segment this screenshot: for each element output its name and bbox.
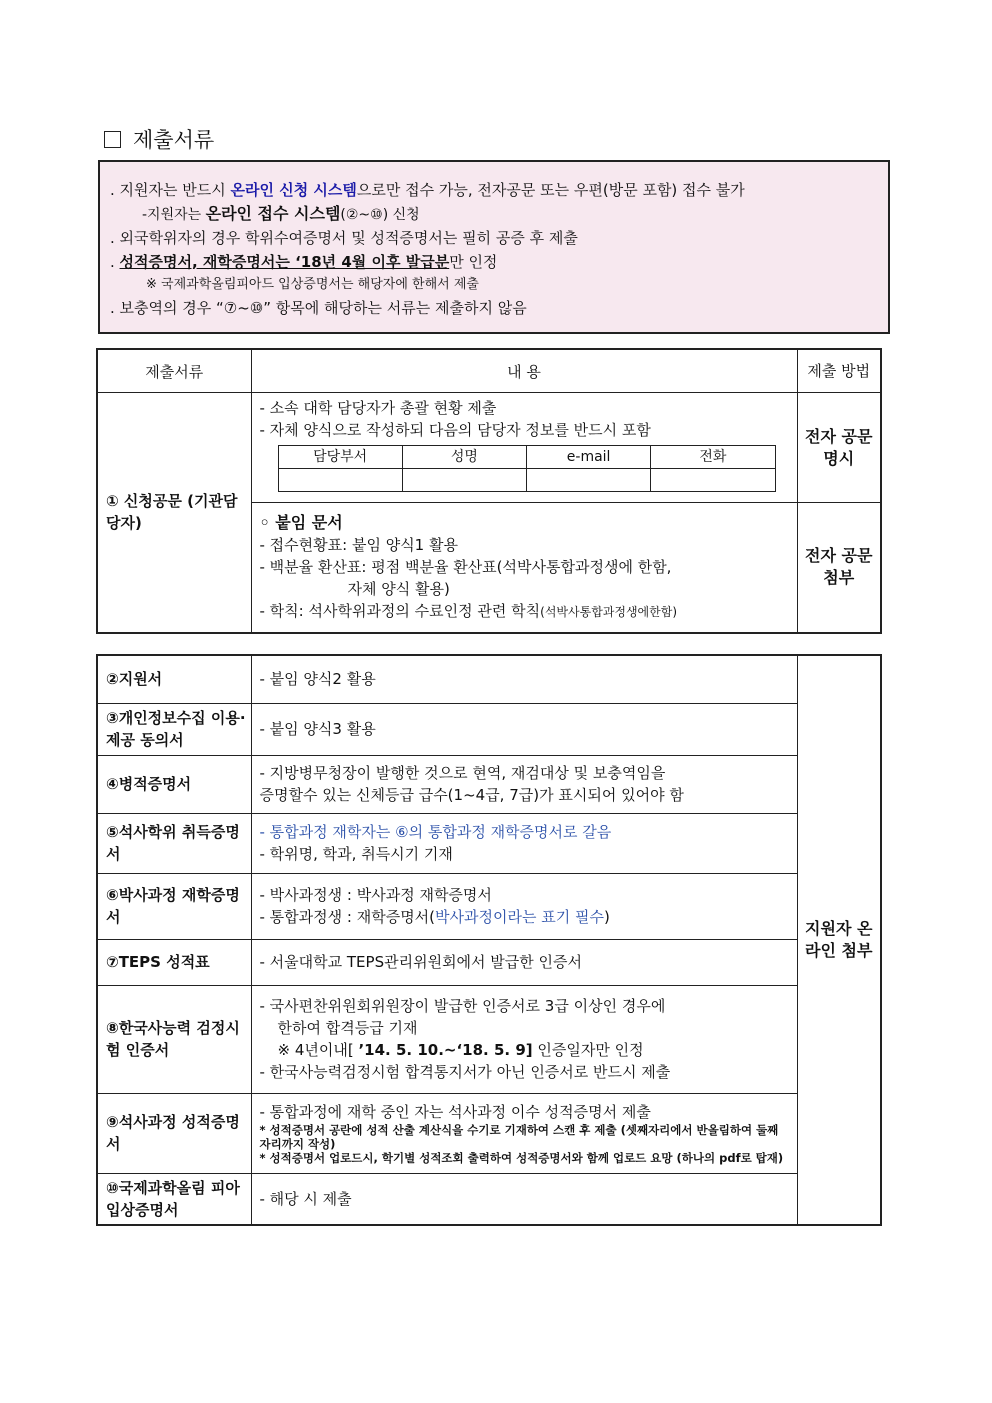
content-line: - 박사과정생 : 박사과정 재학증명서 <box>259 886 492 904</box>
notice-box <box>98 160 890 334</box>
content-line: - 통합과정 재학자는 ⑥의 통합과정 재학증명서로 갈음 <box>259 823 612 841</box>
table-row <box>97 655 881 703</box>
contact-header: e-mail <box>527 446 651 469</box>
content-line: - 국사편찬위원회위원장이 발급한 인증서로 3급 이상인 경우에 <box>259 997 666 1015</box>
item-masters-degree: ⑤석사학위 취득증명서 <box>97 813 251 873</box>
item-military-record: ④병적증명서 <box>97 755 251 813</box>
item-application: ②지원서 <box>97 655 251 703</box>
item-official-letter: ① 신청공문 (기관담당자) <box>97 393 251 633</box>
content-note: * 성적증명서 공란에 성적 산출 계산식을 수기로 기재하여 스캔 후 제출 (셋째자리에서 반올림하여 둘째자리까지 작성) <box>259 1123 779 1151</box>
table-row <box>97 755 881 813</box>
item-teps: ⑦TEPS 성적표 <box>97 939 251 985</box>
row1-line: - 자체 양식으로 작성하되 다음의 담당자 정보를 반드시 포함 <box>259 421 651 439</box>
content-line: ※ 4년이내[ ’14. 5. 10.~‘18. 5. 9] 인증일자만 인정 <box>277 1041 644 1059</box>
content-line: - 학위명, 학과, 취득시기 기재 <box>259 845 453 863</box>
application-docs-table <box>96 348 882 634</box>
table-row <box>97 985 881 1093</box>
item-masters-transcript: ⑨석사과정 성적증명서 <box>97 1093 251 1173</box>
contact-info-table <box>278 445 776 492</box>
table-row <box>97 393 881 503</box>
item-korean-history: ⑧한국사능력 검정시험 인증서 <box>97 985 251 1093</box>
contact-header: 담당부서 <box>278 446 402 469</box>
table-row <box>97 1093 881 1173</box>
row2-line: - 백분율 환산표: 평점 백분율 환산표(석박사통합과정생에 한함, <box>259 557 672 576</box>
row2-line: 자체 양식 활용) <box>347 579 450 598</box>
item-olympiad-award: ⑩국제과학올림 피아입상증명서 <box>97 1173 251 1225</box>
content-line: - 한국사능력검정시험 합격통지서가 아닌 인증서로 반드시 제출 <box>259 1063 671 1081</box>
table-row <box>97 1173 881 1225</box>
row-contents <box>251 985 797 1093</box>
table-row <box>97 873 881 939</box>
content-note: * 성적증명서 업로드시, 학기별 성적조회 출력하여 성적증명서와 함께 업로드 요망 (하나의 pdf로 탑재) <box>259 1151 784 1165</box>
row2-line: - 학칙: 석사학위과정의 수료인정 관련 학칙(석박사통합과정생에한함) <box>259 601 678 620</box>
contact-header: 전화 <box>651 446 775 469</box>
contact-cell <box>278 469 402 492</box>
row-contents: - 붙임 양식2 활용 <box>251 655 797 703</box>
row-contents: - 해당 시 제출 <box>251 1173 797 1225</box>
notice-line-1: . 지원자는 반드시 온라인 신청 시스템으로만 접수 가능, 전자공문 또는 우편(방문 포함) 접수 불가 <box>110 181 745 199</box>
contact-header: 성명 <box>402 446 526 469</box>
table-row <box>97 939 881 985</box>
table-row <box>97 813 881 873</box>
content-line: - 통합과정생 : 재학증명서(박사과정이라는 표기 필수) <box>259 908 610 926</box>
item-privacy-consent: ③개인정보수집 이용·제공 동의서 <box>97 703 251 755</box>
applicant-method: 지원자 온라인 첨부 <box>797 655 881 1225</box>
header-method: 제출 방법 <box>797 349 881 393</box>
content-line: 한하여 합격등급 기재 <box>277 1019 418 1037</box>
contact-cell <box>527 469 651 492</box>
notice-line-4: . 성적증명서, 재학증명서는 ‘18년 4월 이후 발급분만 인정 <box>110 253 498 271</box>
table-header-row <box>97 349 881 393</box>
row1-line: - 소속 대학 담당자가 총괄 현황 제출 <box>259 399 497 417</box>
content-line: 증명할수 있는 신체등급 급수(1~4급, 7급)가 표시되어 있어야 함 <box>259 786 684 804</box>
section-heading <box>104 124 214 154</box>
applicant-docs-table <box>96 654 882 1226</box>
contact-cell <box>402 469 526 492</box>
section-title: 제출서류 <box>133 128 215 152</box>
row2-line: - 접수현황표: 붙임 양식1 활용 <box>259 535 458 554</box>
row-contents <box>251 873 797 939</box>
notice-line-3: . 외국학위자의 경우 학위수여증명서 및 성적증명서는 필히 공증 후 제출 <box>110 229 578 247</box>
notice-line-5: ※ 국제과학올림피아드 입상증명서는 해당자에 한해서 제출 <box>146 277 479 292</box>
row-contents <box>251 813 797 873</box>
content-line: - 통합과정에 재학 중인 자는 석사과정 이수 성적증명서 제출 <box>259 1103 651 1121</box>
item-doctoral-enrollment: ⑥박사과정 재학증명서 <box>97 873 251 939</box>
row1-method: 전자 공문 명시 <box>797 393 881 503</box>
row-contents <box>251 1093 797 1173</box>
notice-line-6: . 보충역의 경우 “⑦~⑩” 항목에 해당하는 서류는 제출하지 않음 <box>110 299 527 317</box>
content-line: - 지방병무청장이 발행한 것으로 현역, 재검대상 및 보충역임을 <box>259 764 666 782</box>
notice-line-2: -지원자는 온라인 접수 시스템(②~⑩) 신청 <box>142 204 420 223</box>
header-docs: 제출서류 <box>97 349 251 393</box>
header-contents: 내 용 <box>251 349 797 393</box>
row1-contents <box>251 393 797 503</box>
row-contents: - 서울대학교 TEPS관리위원회에서 발급한 인증서 <box>251 939 797 985</box>
row2-method: 전자 공문 첨부 <box>797 503 881 633</box>
table-row <box>97 703 881 755</box>
attachment-title: ◦ 붙임 문서 <box>259 512 343 532</box>
row-contents: - 붙임 양식3 활용 <box>251 703 797 755</box>
row2-contents <box>251 503 797 633</box>
row-contents <box>251 755 797 813</box>
contact-cell <box>651 469 775 492</box>
checkbox-square-icon <box>104 131 121 148</box>
